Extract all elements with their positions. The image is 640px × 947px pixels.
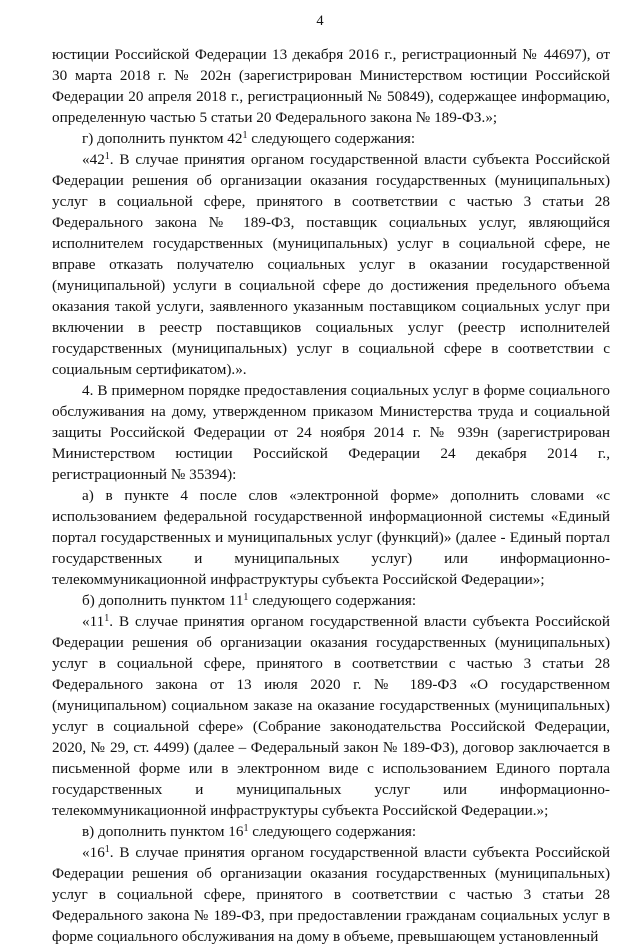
superscript: 1 (243, 592, 249, 603)
text-run: следующего содержания: (248, 592, 417, 609)
superscript: 1 (243, 823, 249, 834)
paragraph (52, 149, 610, 380)
text-run: следующего содержания: (248, 823, 417, 840)
paragraph (52, 128, 610, 149)
text-run: «11 (82, 613, 105, 630)
page-number: 4 (316, 13, 324, 29)
paragraph (52, 380, 610, 485)
paragraph (52, 590, 610, 611)
superscript: 1 (104, 151, 110, 162)
text-run: «42 (82, 151, 105, 168)
text-run: 4. В примерном порядке предоставления социальных услуг в форме социального обслуживания на дому, утвержденном приказом Министерства труда и социальной защиты Российской Федерации от 24 ноября 2014 г. № 939н (зарегистрирован Министерством юстиции Российской Федерации 24 декабря 2014 г., регистрационный № 35394): (52, 382, 610, 483)
text-run: . В случае принятия органом государственной власти субъекта Российской Федерации решения об организации оказания государственных (муниципальных) услуг в социальной сфере, принятого в соответствии с частью 3 статьи 28 Федерального закона от 13 июля 2020 г. № 189-ФЗ «О государственном (муниципальном) социальном заказе на оказание государственных (муниципальных) услуг в социальной сфере» (Собрание законодательства Российской Федерации, 2020, № 29, ст. 4499) (далее – Федеральный закон № 189-ФЗ), договор заключается в письменной форме или в электронном виде с использованием Единого портала государственных и муниципальных услуг или информационно-телекоммуникационной инфраструктуры субъекта Российской Федерации.»; (52, 613, 610, 819)
document-body (52, 44, 610, 947)
text-run: юстиции Российской Федерации 13 декабря 2016 г., регистрационный № 44697), от 30 марта 2018 г. № 202н (зарегистрирован Министерством юстиции Российской Федерации 20 апреля 2018 г., регистрационный № 50849), содержащее информацию, определенную частью 5 статьи 20 Федерального закона № 189-ФЗ.»; (52, 46, 610, 126)
text-run: а) в пункте 4 после слов «электронной форме» дополнить словами «с использованием федеральной государственной информационной системы «Единый портал государственных и муниципальных услуг (функций)» (далее - Единый портал государственных и муниципальных услуг) или информационно-телекоммуникационной инфраструктуры субъекта Российской Федерации»; (52, 487, 610, 588)
text-run: в) дополнить пунктом 16 (82, 823, 244, 840)
text-run: следующего содержания: (247, 130, 416, 147)
superscript: 1 (242, 130, 248, 141)
text-run: . В случае принятия органом государственной власти субъекта Российской Федерации решения об организации оказания государственных (муниципальных) услуг в социальной сфере, принятого в соответствии с частью 3 статьи 28 Федерального закона № 189-ФЗ, при предоставлении гражданам социальных услуг в форме социального обслуживания на дому в объеме, превышающем установленный (52, 844, 610, 945)
paragraph (52, 485, 610, 590)
superscript: 1 (104, 613, 110, 624)
superscript: 1 (104, 844, 110, 855)
text-run: . В случае принятия органом государственной власти субъекта Российской Федерации решения об организации оказания государственных (муниципальных) услуг в социальной сфере, принятого в соответствии с частью 3 статьи 28 Федерального закона № 189-ФЗ, поставщик социальных услуг, являющийся исполнителем государственных (муниципальных) услуг в социальной сфере, не вправе отказать получателю социальных услуг в оказании государственной (муниципальной) услуги в социальной сфере до достижения предельного объема оказания такой услуги, заявленного указанным поставщиком социальных услуг при включении в реестр поставщиков социальных услуг (реестр исполнителей государственных (муниципальных) услуг в социальной сфере в соответствии с социальным сертификатом).». (52, 151, 610, 378)
text-run: б) дополнить пунктом 11 (82, 592, 244, 609)
text-run: г) дополнить пунктом 42 (82, 130, 243, 147)
paragraph (52, 44, 610, 128)
paragraph (52, 611, 610, 821)
paragraph (52, 842, 610, 947)
text-run: «16 (82, 844, 105, 861)
paragraph (52, 821, 610, 842)
